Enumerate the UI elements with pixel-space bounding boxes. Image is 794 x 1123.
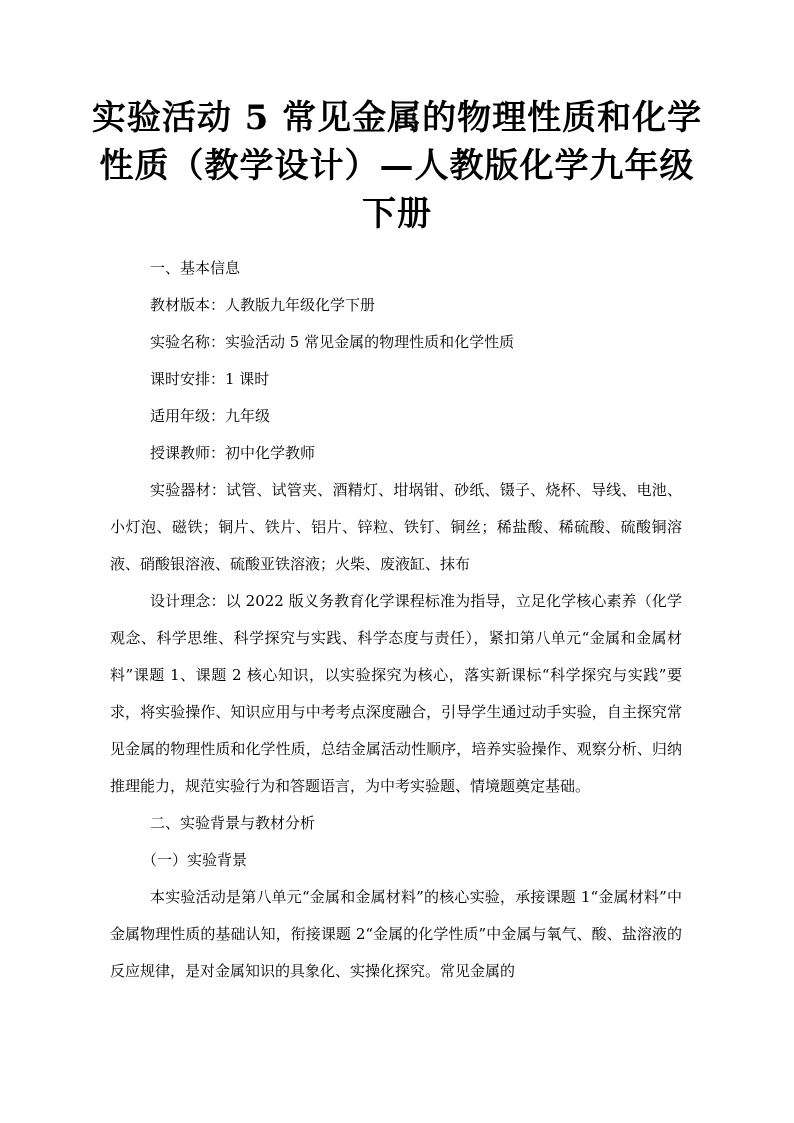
info-line: 适用年级：九年级 — [150, 407, 271, 425]
section-heading: 一、基本信息 — [150, 259, 241, 277]
info-line: 实验名称：实验活动 5 常见金属的物理性质和化学性质 — [150, 333, 515, 351]
info-line: 授课教师：初中化学教师 — [150, 444, 316, 462]
document-title: 实验活动 5 常见金属的物理性质和化学性质（教学设计）—人教版化学九年级下册 — [91, 98, 703, 234]
document-body — [110, 250, 682, 990]
section-heading: 二、实验背景与教材分析 — [150, 814, 316, 832]
paragraph-background: 本实验活动是第八单元“金属和金属材料”的核心实验，承接课题 1“金属材料”中金属物理性质的基础认知，衔接课题 2“金属的化学性质”中金属与氧气、酸、盐溶液的反应规律，是对金属知识的具象化、实操化探究。常见金属的 — [110, 888, 682, 980]
paragraph-equipment: 实验器材：试管、试管夹、酒精灯、坩埚钳、砂纸、镊子、烧杯、导线、电池、小灯泡、磁铁；铜片、铁片、铝片、锌粒、铁钉、铜丝；稀盐酸、稀硫酸、硫酸铜溶液、硝酸银溶液、硫酸亚铁溶液；火柴、废液缸、抹布 — [110, 481, 682, 573]
subsection-heading: （一）实验背景 — [142, 851, 248, 869]
info-line: 教材版本：人教版九年级化学下册 — [150, 296, 376, 314]
paragraph-design-concept: 设计理念：以 2022 版义务教育化学课程标准为指导，立足化学核心素养（化学观念、科学思维、科学探究与实践、科学态度与责任），紧扣第八单元“金属和金属材料”课题 1、课题 2 核心知识，以实验探究为核心，落实新课标“科学探究与实践”要求，将实验操作、知识应用与中考考点深度融合，引导学生通过动手实验，自主探究常见金属的物理性质和化学性质，总结金属活动性顺序，培养实验操作、观察分析、归纳推理能力，规范实验行为和答题语言，为中考实验题、情境题奠定基础。 — [110, 592, 682, 795]
info-line: 课时安排：1 课时 — [150, 370, 270, 388]
